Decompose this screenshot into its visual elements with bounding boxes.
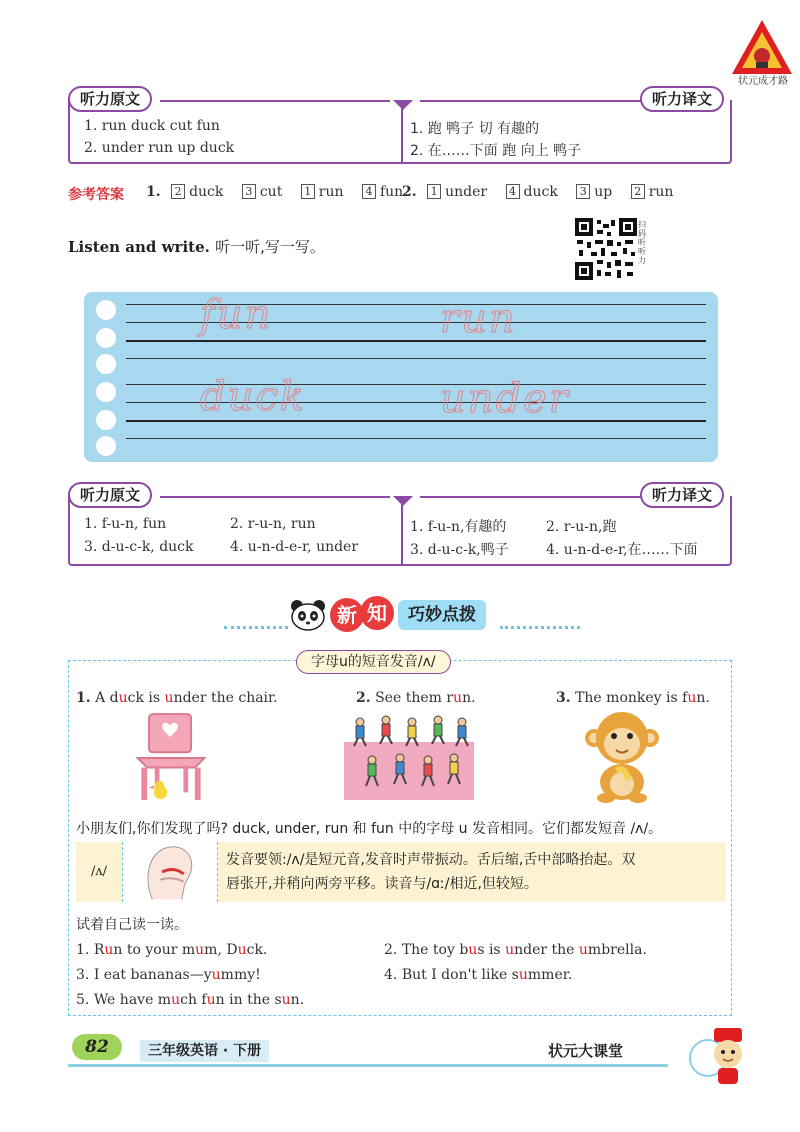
highlight-letter: u bbox=[164, 690, 174, 706]
answer-label: 参考答案 bbox=[68, 187, 124, 203]
footer-line bbox=[68, 1064, 668, 1067]
sentence-num: 3. bbox=[76, 967, 90, 983]
highlight-letter: u bbox=[468, 942, 478, 958]
writing-notebook bbox=[84, 292, 718, 462]
highlight-letter: u bbox=[211, 967, 221, 983]
highlight-letter: u bbox=[104, 942, 114, 958]
banner-dots-right bbox=[500, 626, 580, 629]
brand-name: 状元大课堂 bbox=[548, 1042, 624, 1060]
highlight-letter: u bbox=[171, 992, 181, 1008]
notebook-hole bbox=[96, 436, 116, 456]
highlight-letter: u bbox=[518, 967, 528, 983]
highlight-letter: u bbox=[281, 992, 291, 1008]
text: n to your m bbox=[113, 942, 196, 958]
writing-line bbox=[126, 358, 706, 359]
practice-sentence-1 bbox=[76, 942, 267, 958]
answer-word: duck bbox=[523, 184, 558, 200]
badge-zhi: 知 bbox=[360, 596, 394, 630]
mouth-diagram-icon bbox=[122, 842, 218, 902]
listening2-left-4: 4. u-n-d-e-r, under bbox=[230, 539, 359, 555]
page-number: 82 bbox=[72, 1034, 122, 1060]
badge-xin: 新 bbox=[330, 598, 364, 632]
answer-part1 bbox=[146, 184, 403, 200]
answer-part2-num: 2. bbox=[402, 184, 417, 200]
listening1-left-line-1: 1. run duck cut fun bbox=[84, 118, 220, 134]
answer-word: fun bbox=[379, 184, 404, 200]
text: m, D bbox=[204, 942, 238, 958]
answer-box: 3 bbox=[576, 184, 590, 199]
answer-box: 3 bbox=[242, 184, 256, 199]
answer-box: 4 bbox=[362, 184, 376, 199]
practice-sentence-3 bbox=[76, 967, 261, 983]
tag-listening-translation: 听力译文 bbox=[640, 86, 724, 112]
discovery-text: 小朋友们,你们发现了吗? duck, under, run 和 fun 中的字母 u 发音相同。它们都发短音 /ʌ/。 bbox=[76, 821, 663, 837]
sentence-num: 2. bbox=[384, 942, 398, 958]
section-title: 巧妙点拨 bbox=[398, 600, 486, 630]
tips-line-1: 发音要领:/ʌ/是短元音,发音时声带振动。舌后缩,舌中部略抬起。双 bbox=[226, 852, 636, 868]
highlight-letter: u bbox=[505, 942, 515, 958]
answer-word: duck bbox=[189, 184, 224, 200]
mascot-icon bbox=[688, 1024, 748, 1088]
text: n. bbox=[696, 690, 710, 706]
answer-word: run bbox=[318, 184, 344, 200]
highlight-letter: u bbox=[195, 942, 205, 958]
sentence-num: 1. bbox=[76, 690, 91, 706]
panda-icon bbox=[288, 598, 328, 632]
highlight-letter: u bbox=[118, 690, 128, 706]
text: s is bbox=[477, 942, 506, 958]
text: mmy! bbox=[220, 967, 261, 983]
notebook-hole bbox=[96, 382, 116, 402]
monkey-illustration bbox=[582, 708, 662, 804]
text: mmer. bbox=[527, 967, 573, 983]
text: ck. bbox=[246, 942, 268, 958]
text: nder the chair. bbox=[173, 690, 278, 706]
text: n in the s bbox=[215, 992, 282, 1008]
trace-word-duck[interactable]: duck bbox=[200, 374, 307, 420]
text: mbrella. bbox=[587, 942, 647, 958]
sentence-num: 1. bbox=[76, 942, 90, 958]
sentence-num: 5. bbox=[76, 992, 90, 1008]
notebook-hole bbox=[96, 354, 116, 374]
example-sentence-3 bbox=[556, 690, 710, 706]
highlight-letter: u bbox=[237, 942, 247, 958]
logo-text: 状元成才路 bbox=[738, 76, 788, 87]
trace-word-under[interactable]: under bbox=[440, 376, 570, 422]
text: n. bbox=[462, 690, 476, 706]
qr-caption: 扫码听听力 bbox=[638, 220, 646, 265]
try-reading-title: 试着自己读一读。 bbox=[76, 917, 188, 933]
listening2-right-1: 1. f-u-n,有趣的 bbox=[410, 519, 507, 535]
tips-line-2: 唇张开,并稍向两旁平移。读音与/ɑː/相近,但较短。 bbox=[226, 876, 538, 892]
notebook-hole bbox=[96, 410, 116, 430]
lesson-subtitle: 字母u的短音发音/ʌ/ bbox=[296, 650, 451, 674]
answer-box: 2 bbox=[171, 184, 185, 199]
instruction-cn: 听一听,写一写。 bbox=[215, 238, 325, 256]
banner-dots-left bbox=[224, 626, 288, 629]
answer-word: run bbox=[648, 184, 674, 200]
listening2-right-4: 4. u-n-d-e-r,在……下面 bbox=[546, 542, 698, 558]
text: n. bbox=[290, 992, 305, 1008]
instruction-en: Listen and write. bbox=[68, 238, 210, 256]
phonetic-symbol: /ʌ/ bbox=[76, 842, 122, 902]
text: ck is bbox=[127, 690, 165, 706]
writing-line bbox=[126, 438, 706, 439]
highlight-letter: u bbox=[453, 690, 463, 706]
tag-listening-original: 听力原文 bbox=[68, 86, 152, 112]
text: R bbox=[93, 942, 105, 958]
notebook-hole bbox=[96, 328, 116, 348]
text: But I don't like s bbox=[401, 967, 519, 983]
listening1-right-line-1: 1. 跑 鸭子 切 有趣的 bbox=[410, 121, 540, 137]
text: The toy b bbox=[401, 942, 469, 958]
text: See them r bbox=[375, 690, 454, 706]
answer-box: 4 bbox=[506, 184, 520, 199]
example-sentence-2 bbox=[356, 690, 476, 706]
practice-sentence-5 bbox=[76, 992, 304, 1008]
chair-duck-illustration bbox=[128, 710, 214, 806]
listening2-left-2: 2. r-u-n, run bbox=[230, 516, 316, 532]
running-people-illustration bbox=[344, 712, 474, 802]
tag-listening-original-2: 听力原文 bbox=[68, 482, 152, 508]
text: The monkey is f bbox=[575, 690, 688, 706]
answer-part1-num: 1. bbox=[146, 184, 161, 200]
trace-word-run[interactable]: run bbox=[440, 296, 517, 342]
listening1-left-line-2: 2. under run up duck bbox=[84, 140, 235, 156]
highlight-letter: u bbox=[578, 942, 588, 958]
listening1-right-line-2: 2. 在……下面 跑 向上 鸭子 bbox=[410, 143, 582, 159]
sentence-num: 4. bbox=[384, 967, 398, 983]
highlight-letter: u bbox=[687, 690, 697, 706]
text: A d bbox=[95, 690, 119, 706]
example-sentence-1 bbox=[76, 690, 278, 706]
practice-sentence-4 bbox=[384, 967, 572, 983]
text: We have m bbox=[93, 992, 172, 1008]
listening2-left-1: 1. f-u-n, fun bbox=[84, 516, 167, 532]
qr-code-icon[interactable] bbox=[575, 218, 637, 280]
highlight-letter: u bbox=[206, 992, 216, 1008]
tag-listening-translation-2: 听力译文 bbox=[640, 482, 724, 508]
answer-part2 bbox=[402, 184, 673, 200]
text: ch f bbox=[180, 992, 207, 1008]
pronunciation-tips bbox=[218, 842, 726, 902]
answer-box: 2 bbox=[631, 184, 645, 199]
writing-baseline bbox=[126, 420, 706, 422]
text: nder the bbox=[514, 942, 579, 958]
practice-sentence-2 bbox=[384, 942, 647, 958]
answer-word: cut bbox=[259, 184, 283, 200]
answer-word: up bbox=[594, 184, 613, 200]
answer-box: 1 bbox=[427, 184, 441, 199]
sentence-num: 3. bbox=[556, 690, 571, 706]
notebook-hole bbox=[96, 300, 116, 320]
writing-baseline bbox=[126, 340, 706, 342]
listening2-right-2: 2. r-u-n,跑 bbox=[546, 519, 617, 535]
text: I eat bananas—y bbox=[93, 967, 212, 983]
answer-box: 1 bbox=[301, 184, 315, 199]
trace-word-fun[interactable]: fun bbox=[200, 292, 273, 338]
book-title: 三年级英语 · 下册 bbox=[140, 1040, 269, 1062]
instruction bbox=[68, 236, 325, 257]
sentence-num: 2. bbox=[356, 690, 371, 706]
listening2-left-3: 3. d-u-c-k, duck bbox=[84, 539, 194, 555]
listening2-right-3: 3. d-u-c-k,鸭子 bbox=[410, 542, 509, 558]
answer-word: under bbox=[445, 184, 488, 200]
